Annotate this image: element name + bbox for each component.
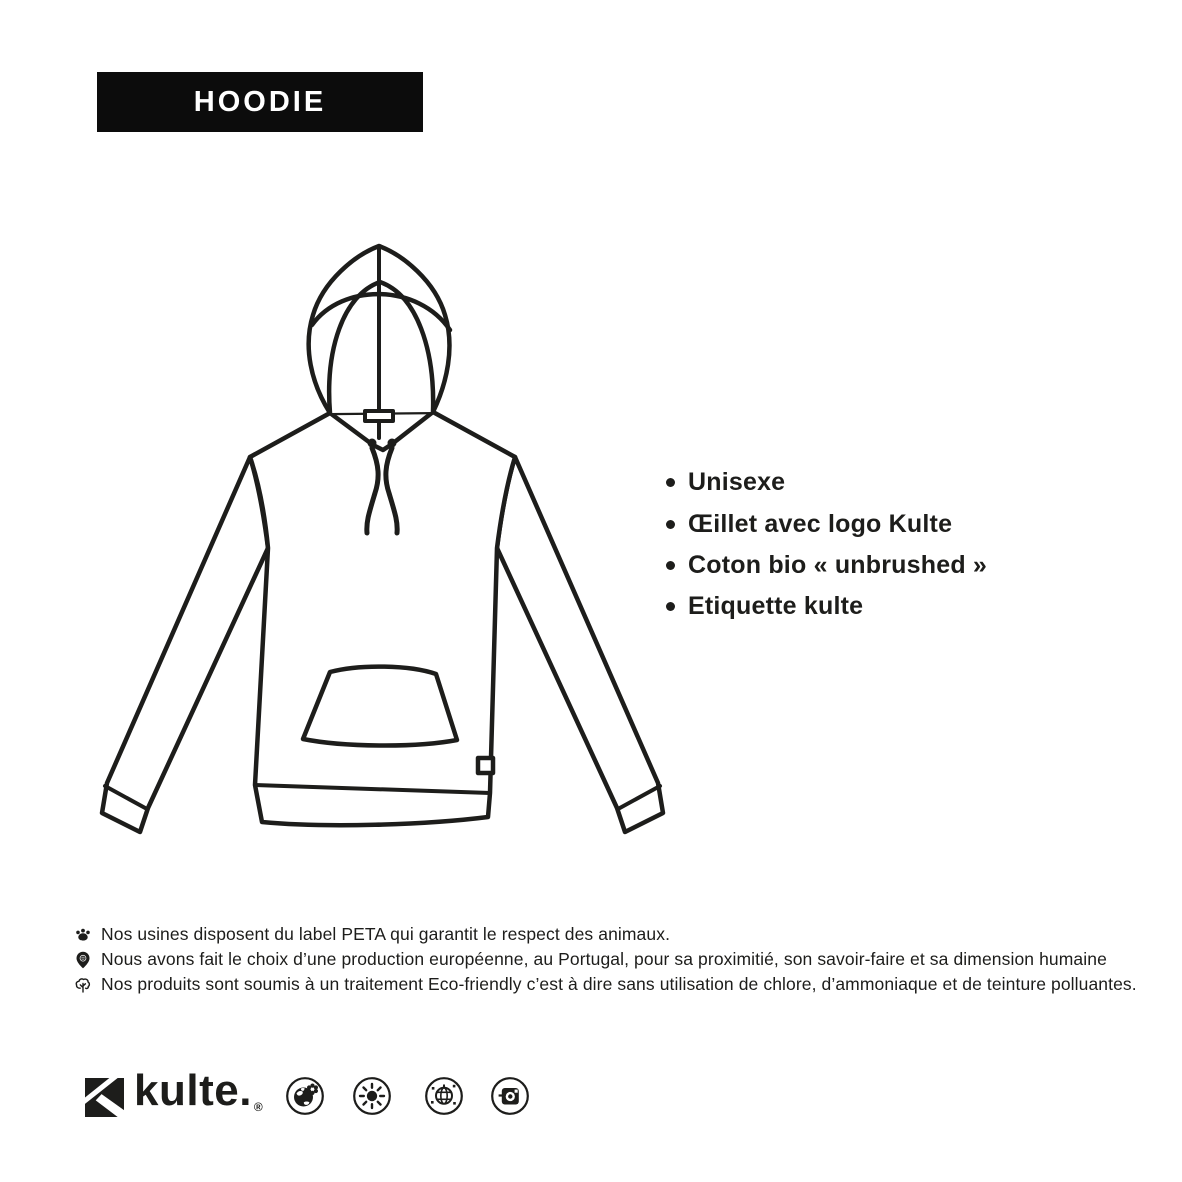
hoodie-left-sleeve	[102, 457, 268, 832]
note-text: Nous avons fait le choix d’une production européenne, au Portugal, pour sa proximitié, son savoir-faire et sa dimension humaine	[101, 949, 1107, 969]
feature-label: Etiquette kulte	[688, 592, 864, 621]
note-item	[74, 972, 1137, 997]
bullet-icon	[666, 520, 675, 529]
wordmark-text: kulte.	[134, 1066, 252, 1115]
feature-list	[666, 462, 987, 628]
paw-icon	[74, 926, 92, 944]
brand-row	[0, 1066, 1182, 1130]
bullet-icon	[666, 478, 675, 487]
note-item	[74, 922, 1137, 947]
note-item	[74, 947, 1137, 972]
hoodie-side-tag	[478, 758, 493, 773]
title-bar	[97, 72, 423, 132]
note-text: Nos usines disposent du label PETA qui garantit le respect des animaux.	[101, 924, 671, 944]
kulte-wordmark	[134, 1066, 264, 1116]
note-text: Nos produits sont soumis à un traitement Eco-friendly c’est à dire sans utilisation de chlore, d’ammoniaque et de teinture polluantes.	[101, 974, 1137, 994]
location-pin-icon	[74, 951, 92, 969]
camera-icon	[490, 1076, 530, 1116]
feature-label: Coton bio « unbrushed »	[688, 550, 988, 579]
kulte-logo-mark	[85, 1078, 124, 1117]
bullet-icon	[666, 602, 675, 611]
hoodie-pocket	[303, 667, 457, 746]
feature-item	[666, 545, 987, 586]
production-notes	[74, 922, 1137, 997]
feature-label: Œillet avec logo Kulte	[688, 509, 953, 538]
registered-mark: ®	[253, 1100, 264, 1114]
page-title: HOODIE	[193, 85, 327, 118]
hoodie-technical-drawing	[95, 235, 685, 875]
disco-ball-icon	[424, 1076, 464, 1116]
tree-icon	[74, 976, 92, 994]
feature-item	[666, 503, 987, 544]
feature-item	[666, 462, 987, 503]
hoodie-right-sleeve	[497, 457, 663, 832]
hoodie-body	[250, 412, 515, 825]
bullet-icon	[666, 561, 675, 570]
hoodie-eyelet-plate	[365, 411, 393, 421]
earth-flower-icon	[285, 1076, 325, 1116]
feature-label: Unisexe	[688, 468, 786, 497]
feature-item	[666, 586, 987, 627]
sun-icon	[352, 1076, 392, 1116]
